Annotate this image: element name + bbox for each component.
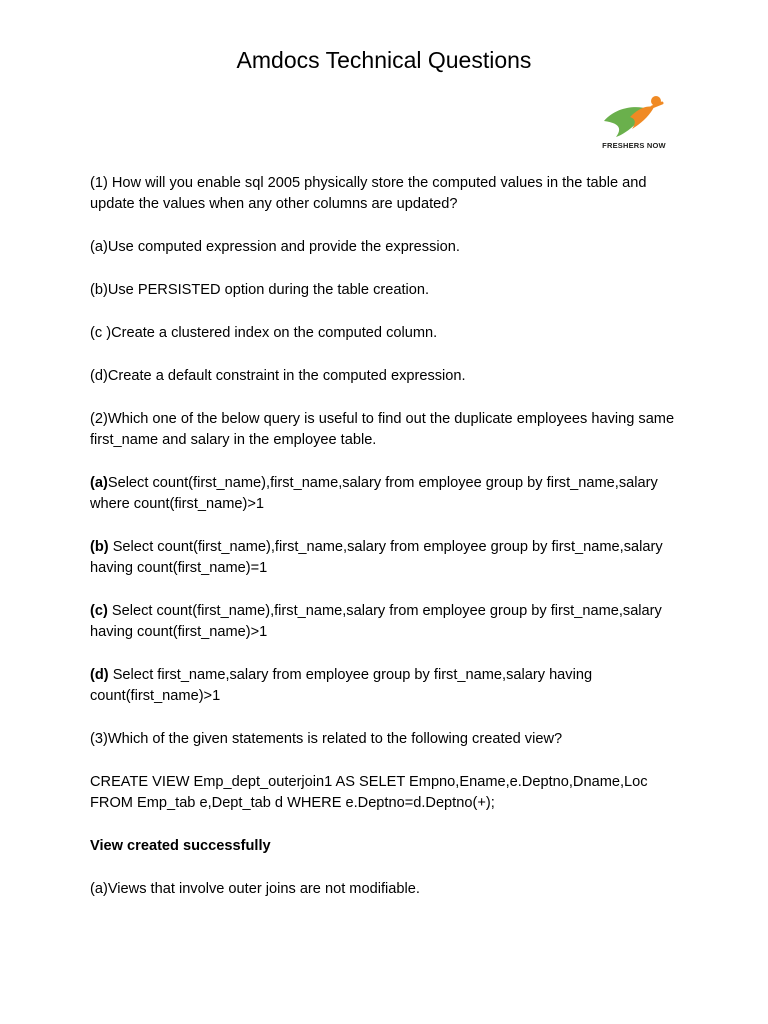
freshers-now-logo: [598, 95, 670, 155]
question-3-option-a: (a)Views that involve outer joins are not modifiable.: [90, 881, 420, 897]
question-2-option-c: [90, 601, 690, 643]
logo-figure-icon: [602, 95, 666, 141]
question-1-option-c: (c )Create a clustered index on the computed column.: [90, 325, 438, 341]
page-title: Amdocs Technical Questions: [236, 47, 532, 73]
option-text: Select first_name,salary from employee group by first_name,salary having count(first_name)>1: [90, 667, 593, 704]
question-2-option-b: [90, 537, 690, 579]
option-text: Select count(first_name),first_name,salary from employee group by first_name,salary having count(first_name)=1: [90, 539, 663, 576]
question-2-option-d: [90, 665, 690, 707]
create-view-statement: CREATE VIEW Emp_dept_outerjoin1 AS SELET Empno,Ename,e.Deptno,Dname,Loc FROM Emp_tab e,Dept_tab d WHERE e.Deptno=d.Deptno(+);: [90, 774, 648, 811]
view-created-bold: View created successfully: [90, 838, 271, 854]
option-marker: (c): [90, 603, 108, 619]
option-marker: (b): [90, 539, 109, 555]
question-1-text: (1) How will you enable sql 2005 physically store the computed values in the table and update the values when any other columns are updated?: [90, 175, 647, 212]
option-marker: (d): [90, 667, 109, 683]
question-2-option-a: [90, 473, 690, 515]
option-text: Select count(first_name),first_name,salary from employee group by first_name,salary having count(first_name)>1: [90, 603, 662, 640]
question-1-option-a: (a)Use computed expression and provide the expression.: [90, 239, 460, 255]
logo-text: FRESHERS NOW: [602, 141, 666, 150]
question-content: [90, 173, 690, 922]
question-1-option-d: (d)Create a default constraint in the computed expression.: [90, 368, 466, 384]
question-1-option-b: (b)Use PERSISTED option during the table creation.: [90, 282, 430, 298]
option-marker: (a): [90, 475, 108, 491]
question-3-text: (3)Which of the given statements is related to the following created view?: [90, 731, 563, 747]
view-created-message: [90, 836, 690, 857]
question-2-text: (2)Which one of the below query is useful to find out the duplicate employees having same first_name and salary in the employee table.: [90, 411, 675, 448]
option-text: Select count(first_name),first_name,salary from employee group by first_name,salary where count(first_name)>1: [90, 475, 658, 512]
